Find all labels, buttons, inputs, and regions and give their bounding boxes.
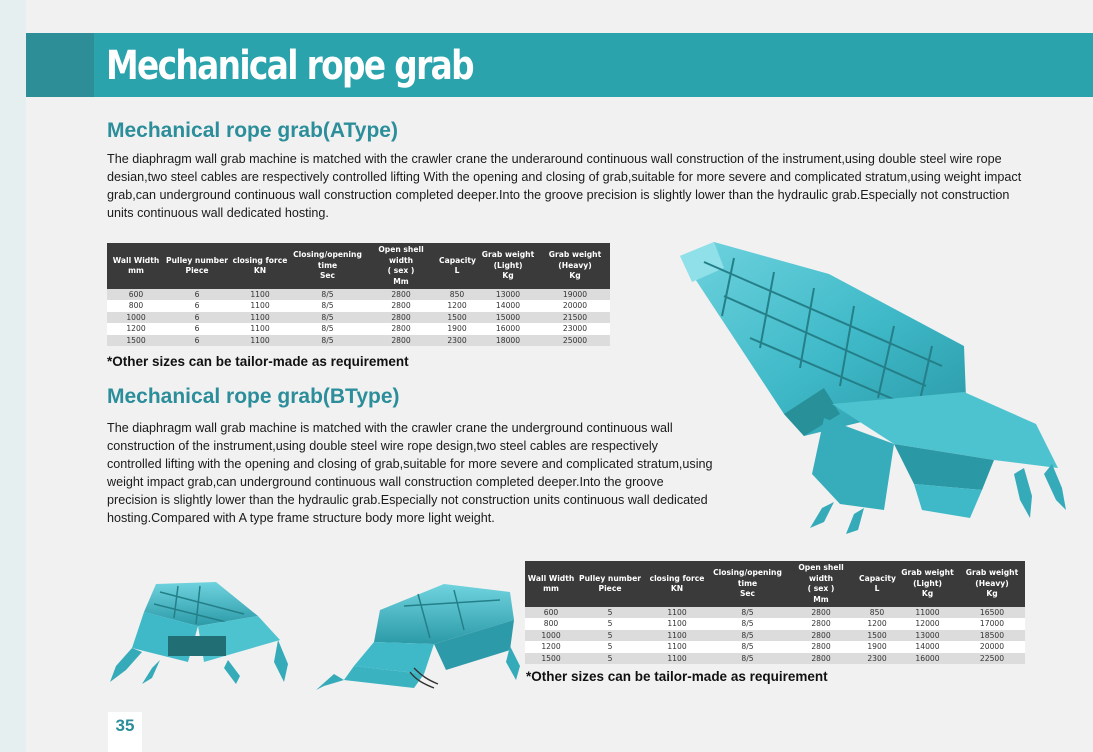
spec-a-column-header bbox=[476, 243, 540, 289]
section-a-note: *Other sizes can be tailor-made as requirement bbox=[107, 354, 409, 369]
spec-a-table-cell: 2800 bbox=[364, 289, 438, 300]
spec-a-column-header bbox=[540, 243, 610, 289]
spec-a-table-cell: 8/5 bbox=[291, 289, 364, 300]
spec-b-table-cell: 1100 bbox=[643, 618, 711, 629]
spec-b-column-header-line: Kg bbox=[921, 589, 934, 599]
spec-a-table-cell: 2800 bbox=[364, 335, 438, 346]
spec-b-table-cell: 12000 bbox=[896, 618, 959, 629]
spec-b-table-cell: 5 bbox=[577, 607, 643, 618]
spec-b-column-header-line: time bbox=[737, 578, 758, 588]
spec-a-table-cell: 1100 bbox=[229, 312, 291, 323]
spec-a-header-row bbox=[107, 243, 610, 289]
spec-b-table-cell: 600 bbox=[525, 607, 577, 618]
page-title: Mechanical rope grab bbox=[106, 43, 473, 89]
spec-b-table-cell: 18500 bbox=[959, 630, 1025, 641]
spec-a-table-cell: 13000 bbox=[476, 289, 540, 300]
spec-a-table-cell: 21500 bbox=[540, 312, 610, 323]
spec-a-table-row bbox=[107, 300, 610, 311]
spec-a-table-cell: 850 bbox=[438, 289, 476, 300]
spec-b-table-cell: 20000 bbox=[959, 641, 1025, 652]
spec-b-table-cell: 5 bbox=[577, 641, 643, 652]
spec-a-table-row bbox=[107, 312, 610, 323]
spec-a-table-cell: 6 bbox=[165, 289, 229, 300]
spec-a-column-header-line: KN bbox=[253, 266, 267, 275]
spec-a-column-header-line: Sec bbox=[319, 271, 336, 281]
spec-b-column-header-line: Capacity bbox=[859, 573, 896, 583]
spec-b-table-cell: 2800 bbox=[784, 653, 858, 664]
spec-a-column-header-line: Piece bbox=[185, 266, 209, 275]
spec-a-table-cell: 20000 bbox=[540, 300, 610, 311]
spec-a-table-cell: 1200 bbox=[438, 300, 476, 311]
spec-a-table-cell: 600 bbox=[107, 289, 165, 300]
spec-a-column-header-line: mm bbox=[128, 266, 144, 275]
spec-b-table-cell: 1200 bbox=[525, 641, 577, 652]
spec-a-table-cell: 1500 bbox=[107, 335, 165, 346]
spec-b-table-cell: 11000 bbox=[896, 607, 959, 618]
spec-b-table-cell: 8/5 bbox=[711, 641, 784, 652]
b-type-grab-image-front bbox=[108, 578, 290, 686]
spec-b-table-cell: 1500 bbox=[858, 630, 896, 641]
spec-table-b bbox=[525, 561, 1025, 664]
section-a-description: The diaphragm wall grab machine is matched with the crawler crane the underaround continuous wall construction of the instrument,using double steel wire rope desian,two steel cables are respectively controlled lifting With the opening and closing of grab,suitable for more severe and complicated stratum,using weight impact grab,can underground continuous wall construction completed deeper.Into the groove precision is slightly lower than the hydraulic grab.Especially not construction units continuous wall dedicated hosting. bbox=[107, 152, 1022, 220]
spec-b-table-row bbox=[525, 630, 1025, 641]
spec-b-column-header-line: Closing/opening bbox=[713, 568, 782, 578]
spec-b-table-cell: 2800 bbox=[784, 607, 858, 618]
spec-a-table-cell: 2800 bbox=[364, 300, 438, 311]
spec-a-table-cell: 1100 bbox=[229, 323, 291, 334]
spec-b-table-cell: 2800 bbox=[784, 641, 858, 652]
spec-a-column-header bbox=[291, 243, 364, 289]
spec-a-table-cell: 1500 bbox=[438, 312, 476, 323]
spec-a-table-row bbox=[107, 323, 610, 334]
spec-b-column-header bbox=[858, 561, 896, 607]
spec-a-table-cell: 2300 bbox=[438, 335, 476, 346]
spec-b-table-row bbox=[525, 653, 1025, 664]
spec-b-table-row bbox=[525, 607, 1025, 618]
spec-b-table-cell: 8/5 bbox=[711, 653, 784, 664]
spec-b-table-cell: 8/5 bbox=[711, 630, 784, 641]
b-type-grab-image-side bbox=[314, 580, 524, 692]
spec-a-table-cell: 800 bbox=[107, 300, 165, 311]
spec-a-table-cell: 6 bbox=[165, 312, 229, 323]
spec-a-column-header-line: Capacity bbox=[439, 255, 476, 265]
spec-b-table-cell: 2300 bbox=[858, 653, 896, 664]
spec-a-column-header-line: Kg bbox=[569, 271, 581, 281]
spec-b-column-header-line: Mm bbox=[813, 594, 829, 604]
spec-table-a bbox=[107, 243, 610, 346]
spec-a-table-cell: 23000 bbox=[540, 323, 610, 334]
spec-a-table-cell: 8/5 bbox=[291, 323, 364, 334]
spec-table-a-header bbox=[107, 243, 610, 289]
spec-a-column-header-line: Mm bbox=[393, 276, 409, 286]
spec-b-table-cell: 1100 bbox=[643, 641, 711, 652]
spec-b-column-header-line: Sec bbox=[739, 589, 756, 599]
spec-a-table-cell: 18000 bbox=[476, 335, 540, 346]
spec-b-table-cell: 8/5 bbox=[711, 607, 784, 618]
spec-b-table-cell: 1100 bbox=[643, 653, 711, 664]
spec-a-column-header bbox=[107, 243, 165, 289]
spec-b-column-header bbox=[784, 561, 858, 607]
spec-b-column-header-line: Grab weight bbox=[965, 568, 1019, 578]
spec-a-table-cell: 6 bbox=[165, 335, 229, 346]
spec-a-table-cell: 1100 bbox=[229, 335, 291, 346]
header-banner-tab bbox=[26, 33, 94, 97]
spec-b-column-header bbox=[577, 561, 643, 607]
spec-b-column-header bbox=[896, 561, 959, 607]
spec-b-header-row bbox=[525, 561, 1025, 607]
spec-b-table-cell: 17000 bbox=[959, 618, 1025, 629]
spec-a-table-row bbox=[107, 289, 610, 300]
spec-a-column-header bbox=[364, 243, 438, 289]
spec-table-b-header bbox=[525, 561, 1025, 607]
spec-a-column-header bbox=[165, 243, 229, 289]
section-b-title: Mechanical rope grab(BType) bbox=[107, 385, 400, 408]
spec-b-table-row bbox=[525, 618, 1025, 629]
spec-a-table-cell: 1900 bbox=[438, 323, 476, 334]
spec-a-table-cell: 16000 bbox=[476, 323, 540, 334]
spec-b-table-cell: 13000 bbox=[896, 630, 959, 641]
page-left-margin bbox=[0, 0, 27, 752]
spec-b-column-header-line: Piece bbox=[598, 584, 622, 593]
spec-a-table-cell: 1000 bbox=[107, 312, 165, 323]
spec-b-column-header bbox=[525, 561, 577, 607]
spec-a-column-header-line: (Light) bbox=[493, 260, 523, 270]
section-b-note: *Other sizes can be tailor-made as requirement bbox=[526, 669, 828, 684]
spec-table-a-body bbox=[107, 289, 610, 346]
spec-a-table-cell: 14000 bbox=[476, 300, 540, 311]
section-a-title: Mechanical rope grab(AType) bbox=[107, 119, 398, 142]
spec-b-table-cell: 800 bbox=[525, 618, 577, 629]
section-b-description: The diaphragm wall grab machine is matched with the crawler crane the underground continuous wall construction of the instrument,using double steel wire rope design,two steel cables are respectively controlled lifting with the opening and closing of grab,suitable for more severe and complicated stratum,using weight impact grab,can underground continuous wall construction completed deeper.Into the groove precision is slightly lower than the hydraulic grab.Especially not construction units continuous wall dedicated hosting.Compared with A type frame structure body more light weight. bbox=[107, 421, 713, 525]
spec-a-table-cell: 19000 bbox=[540, 289, 610, 300]
spec-b-column-header-line: Pulley number bbox=[579, 573, 641, 583]
spec-b-column-header-line: ( sex ) bbox=[807, 584, 835, 593]
spec-a-column-header-line: time bbox=[317, 260, 338, 270]
spec-a-table-row bbox=[107, 335, 610, 346]
spec-b-table-cell: 1900 bbox=[858, 641, 896, 652]
spec-a-table-cell: 6 bbox=[165, 323, 229, 334]
spec-a-table-cell: 2800 bbox=[364, 312, 438, 323]
spec-b-table-cell: 1100 bbox=[643, 607, 711, 618]
spec-a-table-cell: 2800 bbox=[364, 323, 438, 334]
spec-a-column-header-line: Kg bbox=[502, 271, 514, 281]
spec-a-table-cell: 6 bbox=[165, 300, 229, 311]
spec-b-table-cell: 2800 bbox=[784, 618, 858, 629]
spec-a-table-cell: 25000 bbox=[540, 335, 610, 346]
spec-b-table-cell: 1200 bbox=[858, 618, 896, 629]
spec-a-column-header-line: ( sex ) bbox=[387, 266, 415, 275]
spec-a-column-header-line: closing force bbox=[232, 255, 288, 265]
spec-a-table-cell: 8/5 bbox=[291, 335, 364, 346]
spec-b-column-header-line: (Light) bbox=[913, 578, 942, 588]
spec-b-column-header bbox=[643, 561, 711, 607]
spec-b-column-header-line: KN bbox=[670, 584, 684, 593]
spec-a-column-header-line: Closing/opening bbox=[293, 250, 362, 260]
spec-b-table-cell: 1000 bbox=[525, 630, 577, 641]
spec-b-column-header-line: Grab weight bbox=[901, 568, 954, 578]
spec-b-table-cell: 5 bbox=[577, 653, 643, 664]
spec-a-table-cell: 8/5 bbox=[291, 300, 364, 311]
spec-b-column-header-line: closing force bbox=[649, 573, 705, 583]
spec-b-table-cell: 1100 bbox=[643, 630, 711, 641]
spec-a-column-header-line: Pulley number bbox=[166, 255, 228, 265]
spec-table-b-body bbox=[525, 607, 1025, 664]
spec-b-table-cell: 22500 bbox=[959, 653, 1025, 664]
spec-a-column-header-line: Grab weight bbox=[548, 250, 602, 260]
spec-b-column-header bbox=[711, 561, 784, 607]
spec-b-table-row bbox=[525, 641, 1025, 652]
spec-b-table-cell: 2800 bbox=[784, 630, 858, 641]
spec-b-table-cell: 5 bbox=[577, 630, 643, 641]
spec-b-column-header-line: L bbox=[874, 584, 880, 593]
spec-b-column-header-line: (Heavy) bbox=[975, 578, 1009, 588]
spec-b-table-cell: 8/5 bbox=[711, 618, 784, 629]
spec-a-column-header bbox=[229, 243, 291, 289]
spec-a-table-cell: 15000 bbox=[476, 312, 540, 323]
spec-b-table-cell: 16500 bbox=[959, 607, 1025, 618]
spec-a-table-cell: 1200 bbox=[107, 323, 165, 334]
page-number: 35 bbox=[108, 712, 142, 752]
spec-b-table-cell: 16000 bbox=[896, 653, 959, 664]
spec-a-column-header-line: Open shell width bbox=[378, 245, 424, 265]
catalog-page bbox=[26, 0, 1093, 752]
spec-b-table-cell: 850 bbox=[858, 607, 896, 618]
spec-a-column-header-line: Grab weight bbox=[481, 250, 535, 260]
spec-b-column-header bbox=[959, 561, 1025, 607]
spec-a-table-cell: 1100 bbox=[229, 289, 291, 300]
spec-b-column-header-line: mm bbox=[543, 584, 559, 593]
spec-a-column-header-line: Wall Width bbox=[112, 255, 160, 265]
spec-b-column-header-line: Open shell width bbox=[798, 563, 844, 583]
a-type-grab-image bbox=[664, 238, 1084, 534]
spec-a-column-header-line: (Heavy) bbox=[558, 260, 592, 270]
spec-b-table-cell: 14000 bbox=[896, 641, 959, 652]
spec-a-column-header bbox=[438, 243, 476, 289]
spec-b-table-cell: 5 bbox=[577, 618, 643, 629]
spec-a-column-header-line: L bbox=[454, 266, 460, 275]
spec-a-table-cell: 1100 bbox=[229, 300, 291, 311]
spec-b-table-cell: 1500 bbox=[525, 653, 577, 664]
spec-b-column-header-line: Wall Width bbox=[527, 573, 575, 583]
spec-a-table-cell: 8/5 bbox=[291, 312, 364, 323]
spec-b-column-header-line: Kg bbox=[986, 589, 998, 599]
